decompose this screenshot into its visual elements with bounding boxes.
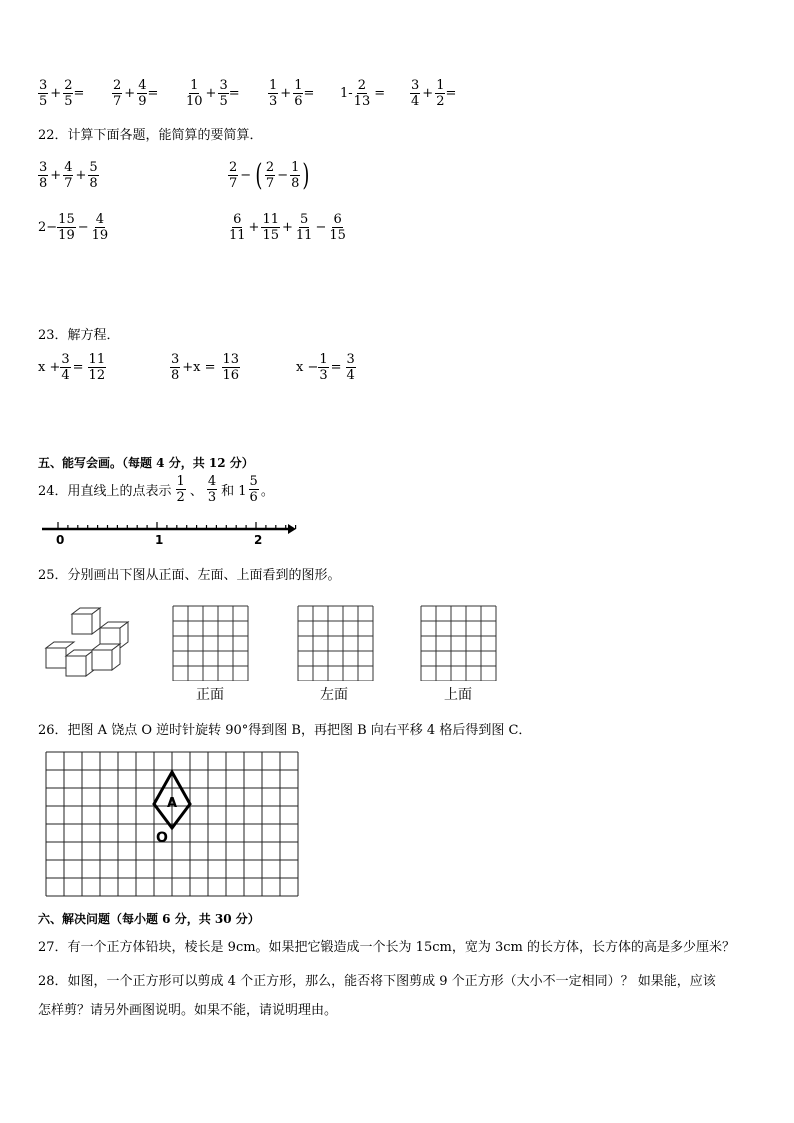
fraction xyxy=(293,78,303,109)
fraction-numerator: 3 xyxy=(39,160,48,175)
fraction xyxy=(170,352,180,383)
fraction xyxy=(295,212,314,243)
label-top-view: 上面 xyxy=(444,687,472,703)
q22-expr-3 xyxy=(38,212,109,243)
fraction-numerator: 3 xyxy=(411,78,420,93)
operator: = xyxy=(303,86,315,101)
fraction-numerator: 1 xyxy=(319,352,328,367)
fraction-denominator: 2 xyxy=(436,94,445,109)
row1-expr-4 xyxy=(268,78,314,109)
row1-expr-1 xyxy=(38,78,84,109)
fraction-denominator: 11 xyxy=(229,228,246,243)
fraction-numerator: 3 xyxy=(171,352,180,367)
fraction-denominator: 5 xyxy=(219,94,228,109)
fraction-denominator: 8 xyxy=(291,176,300,191)
tick-label-1: 1 xyxy=(155,533,164,547)
q22-title: 22．计算下面各题，能简算的要简算． xyxy=(38,128,263,143)
fraction xyxy=(435,78,445,109)
cube-stack-figure xyxy=(44,606,134,686)
operator: = xyxy=(147,86,159,101)
fraction-numerator: 11 xyxy=(88,352,106,367)
fraction-denominator: 3 xyxy=(207,490,217,505)
fraction xyxy=(91,212,110,243)
fraction-numerator: 2 xyxy=(64,78,73,93)
section-5-heading: 五、能写会画。（每题 4 分，共 12 分） xyxy=(38,456,254,470)
fraction-denominator: 8 xyxy=(171,368,180,383)
fraction-denominator: 11 xyxy=(295,228,313,243)
fraction-denominator: 5 xyxy=(64,94,73,109)
section-6-heading: 六、解决问题（每小题 6 分，共 30 分） xyxy=(38,912,260,926)
fraction-numerator: 4 xyxy=(207,474,217,489)
fraction-numerator: 3 xyxy=(61,352,70,367)
operator: = xyxy=(72,360,84,375)
fraction-numerator: 4 xyxy=(95,212,105,227)
fraction-numerator: 6 xyxy=(233,212,242,227)
row1-expr-3 xyxy=(185,78,240,109)
operator: + xyxy=(205,86,217,101)
fraction xyxy=(328,212,347,243)
fraction xyxy=(228,212,247,243)
operator: + xyxy=(124,86,136,101)
operator: ) xyxy=(302,157,310,193)
operator: 2− xyxy=(38,220,58,235)
label-front-view: 正面 xyxy=(196,687,224,703)
fraction xyxy=(290,160,300,191)
fraction xyxy=(207,474,217,505)
operator: − xyxy=(315,220,327,235)
rotation-grid[interactable] xyxy=(44,750,302,900)
fraction-numerator: 1 xyxy=(269,78,278,93)
operator: = xyxy=(228,86,240,101)
q27-text: 27．有一个正方体铅块，棱长是 9cm。如果把它锻造成一个长为 15cm，宽为 3cm 的长方体，长方体的高是多少厘米？ xyxy=(38,940,735,955)
fraction-denominator: 16 xyxy=(222,368,240,383)
operator: + xyxy=(50,86,62,101)
q28-text-line2: 怎样剪？请另外画图说明。如果不能，请说明理由。 xyxy=(38,1003,338,1018)
fraction xyxy=(63,78,73,109)
operator: + xyxy=(50,168,62,183)
operator: x − xyxy=(296,360,319,375)
fraction xyxy=(88,352,107,383)
fraction-denominator: 9 xyxy=(138,94,147,109)
fraction-numerator: 1 xyxy=(291,160,300,175)
q23-equation-3 xyxy=(296,352,356,383)
fraction-numerator: 2 xyxy=(113,78,122,93)
fraction-denominator: 7 xyxy=(64,176,73,191)
operator: + xyxy=(75,168,87,183)
operator: = xyxy=(374,86,386,101)
fraction-denominator: 6 xyxy=(249,490,258,505)
fraction xyxy=(261,212,280,243)
operator: 和 1 xyxy=(221,484,247,499)
fraction-denominator: 10 xyxy=(186,94,203,109)
fraction-numerator: 6 xyxy=(333,212,342,227)
operator: +x = xyxy=(182,360,216,375)
q23-equation-2 xyxy=(170,352,240,383)
fraction-numerator: 1 xyxy=(176,474,185,489)
fraction-denominator: 7 xyxy=(229,176,238,191)
fraction-denominator: 3 xyxy=(319,368,328,383)
fraction-numerator: 2 xyxy=(265,160,275,175)
fraction xyxy=(318,352,328,383)
operator: − xyxy=(77,220,89,235)
fraction-denominator: 4 xyxy=(61,368,70,383)
fraction-denominator: 8 xyxy=(39,176,48,191)
q22-expr-4 xyxy=(228,212,347,243)
fraction-denominator: 7 xyxy=(113,94,122,109)
fraction-numerator: 13 xyxy=(222,352,240,367)
fraction-numerator: 2 xyxy=(357,78,367,93)
operator: 24．用直线上的点表示 xyxy=(38,484,172,499)
fraction-numerator: 3 xyxy=(39,78,48,93)
q23-title: 23．解方程． xyxy=(38,328,120,343)
fraction xyxy=(222,352,241,383)
q22-expr-2 xyxy=(228,157,312,193)
tick-label-0: 0 xyxy=(56,533,65,547)
fraction-denominator: 19 xyxy=(91,228,109,243)
fraction xyxy=(88,160,98,191)
fraction-numerator: 15 xyxy=(58,212,75,227)
fraction-numerator: 1 xyxy=(294,78,303,93)
row1-expr-5 xyxy=(340,78,385,109)
fraction-denominator: 19 xyxy=(58,228,75,243)
grid-top-view[interactable] xyxy=(420,605,500,681)
fraction xyxy=(38,78,48,109)
operator: = xyxy=(445,86,457,101)
q28-text-line1: 28．如图，一个正方形可以剪成 4 个正方形，那么，能否将下图剪成 9 个正方形（大小不一定相同）？ 如果能，应该 xyxy=(38,974,716,989)
fraction xyxy=(410,78,420,109)
fraction-denominator: 4 xyxy=(411,94,420,109)
fraction-denominator: 7 xyxy=(265,176,275,191)
operator: + xyxy=(248,220,260,235)
fraction xyxy=(57,212,76,243)
grid-front-view[interactable] xyxy=(172,605,252,681)
number-line xyxy=(38,518,298,548)
q24-text xyxy=(38,474,274,505)
fraction xyxy=(176,474,186,505)
fraction xyxy=(268,78,278,109)
fraction-denominator: 12 xyxy=(88,368,106,383)
fraction-denominator: 4 xyxy=(346,368,355,383)
operator: = xyxy=(73,86,85,101)
fraction-numerator: 1 xyxy=(190,78,199,93)
arrow-head-icon xyxy=(288,524,296,534)
fraction-denominator: 15 xyxy=(329,228,346,243)
grid-left-view[interactable] xyxy=(297,605,377,681)
fraction xyxy=(249,474,259,505)
operator: 1- xyxy=(340,86,353,101)
q26-title: 26．把图 A 饶点 O 逆时针旋转 90°得到图 B，再把图 B 向右平移 4 格后得到图 C． xyxy=(38,723,532,738)
fraction-denominator: 5 xyxy=(39,94,48,109)
tick-label-2: 2 xyxy=(254,533,263,547)
operator: = xyxy=(330,360,342,375)
fraction xyxy=(137,78,147,109)
fraction xyxy=(63,160,73,191)
fraction-denominator: 3 xyxy=(269,94,278,109)
fraction xyxy=(218,78,228,109)
fraction-denominator: 6 xyxy=(294,94,303,109)
fraction xyxy=(228,160,238,191)
operator: 。 xyxy=(260,484,274,499)
row1-expr-2 xyxy=(112,78,158,109)
fraction-denominator: 15 xyxy=(262,228,279,243)
operator: x + xyxy=(38,360,61,375)
fraction-denominator: 13 xyxy=(353,94,371,109)
fraction-numerator: 4 xyxy=(64,160,73,175)
operator: + xyxy=(282,220,293,235)
q22-expr-1 xyxy=(38,160,99,191)
fraction-numerator: 5 xyxy=(300,212,309,227)
operator: ( xyxy=(255,157,263,193)
fraction-numerator: 3 xyxy=(219,78,228,93)
fraction-numerator: 3 xyxy=(346,352,355,367)
fraction-denominator: 2 xyxy=(176,490,185,505)
label-left-view: 左面 xyxy=(320,687,348,703)
fraction-numerator: 11 xyxy=(262,212,279,227)
fraction xyxy=(265,160,275,191)
fraction xyxy=(353,78,372,109)
fraction xyxy=(38,160,48,191)
operator: 、 xyxy=(189,484,203,499)
operator: + xyxy=(280,86,292,101)
fraction-numerator: 4 xyxy=(138,78,147,93)
shape-a-label: A xyxy=(167,796,178,811)
operator: + xyxy=(422,86,434,101)
operator: − xyxy=(240,168,252,183)
operator: − xyxy=(277,168,289,183)
point-o-label: O xyxy=(156,830,168,846)
q25-title: 25．分别画出下图从正面、左面、上面看到的图形。 xyxy=(38,568,341,583)
fraction xyxy=(185,78,204,109)
q23-equation-1 xyxy=(38,352,106,383)
fraction-numerator: 5 xyxy=(89,160,98,175)
fraction xyxy=(346,352,356,383)
fraction-denominator: 8 xyxy=(89,176,98,191)
fraction-numerator: 1 xyxy=(436,78,445,93)
fraction-numerator: 5 xyxy=(249,474,258,489)
fraction xyxy=(60,352,70,383)
row1-expr-6 xyxy=(410,78,456,109)
fraction xyxy=(112,78,122,109)
fraction-numerator: 2 xyxy=(229,160,238,175)
